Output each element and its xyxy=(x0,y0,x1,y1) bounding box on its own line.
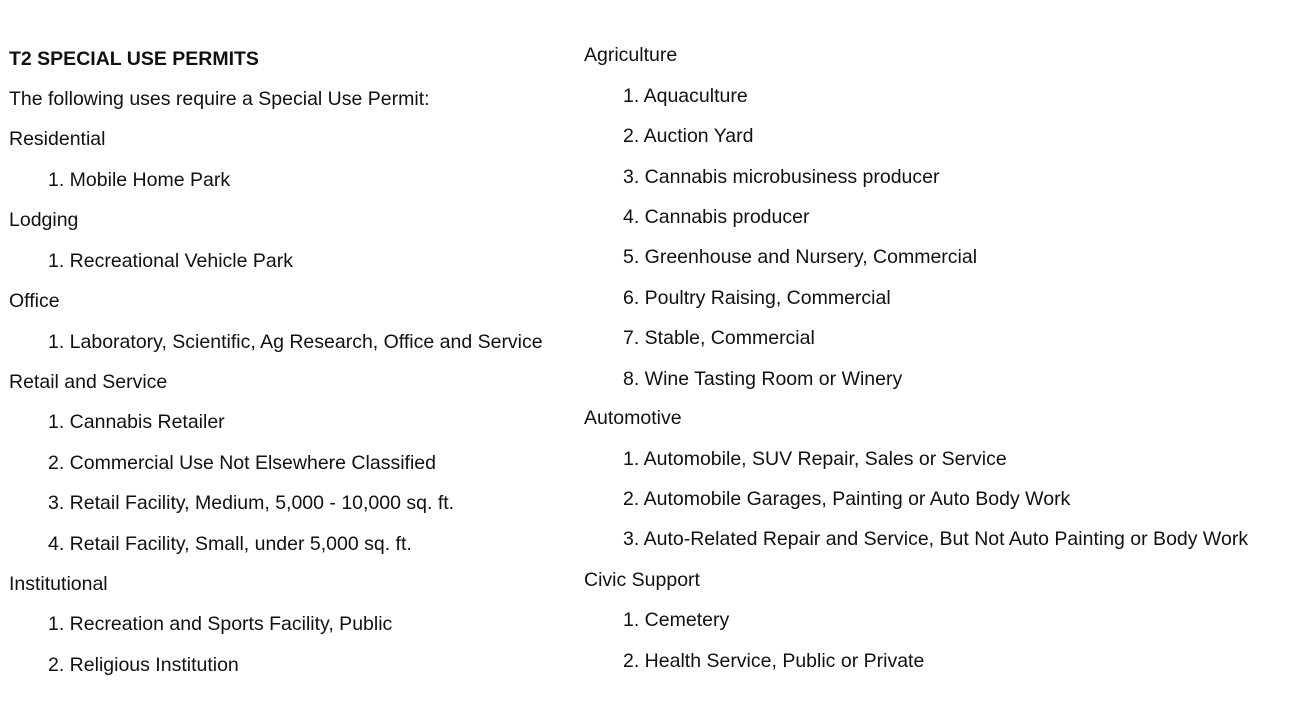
list-item: 1. Recreational Vehicle Park xyxy=(48,250,293,272)
list-item: 4. Cannabis producer xyxy=(623,206,810,228)
list-item: 1. Laboratory, Scientific, Ag Research, Office and Service xyxy=(48,331,543,353)
list-item: 1. Cemetery xyxy=(623,609,730,631)
list-item: 1. Recreation and Sports Facility, Public xyxy=(48,613,393,635)
list-item: 4. Retail Facility, Small, under 5,000 sq. ft. xyxy=(48,533,412,555)
list-item: 2. Religious Institution xyxy=(48,654,239,676)
section-heading-agriculture: Agriculture xyxy=(584,44,678,66)
list-item: 8. Wine Tasting Room or Winery xyxy=(623,368,903,390)
section-heading-residential: Residential xyxy=(9,128,106,150)
section-heading-institutional: Institutional xyxy=(9,573,108,595)
intro-text: The following uses require a Special Use Permit: xyxy=(9,88,430,110)
section-heading-automotive: Automotive xyxy=(584,407,682,429)
section-heading-retail-and-service: Retail and Service xyxy=(9,371,168,393)
section-heading-lodging: Lodging xyxy=(9,209,79,231)
list-item: 2. Health Service, Public or Private xyxy=(623,650,925,672)
list-item: 1. Automobile, SUV Repair, Sales or Service xyxy=(623,448,1007,470)
list-item: 2. Automobile Garages, Painting or Auto Body Work xyxy=(623,488,1071,510)
section-heading-civic-support: Civic Support xyxy=(584,569,700,591)
list-item: 1. Mobile Home Park xyxy=(48,169,231,191)
list-item: 2. Auction Yard xyxy=(623,125,754,147)
list-item: 2. Commercial Use Not Elsewhere Classified xyxy=(48,452,436,474)
list-item: 3. Cannabis microbusiness producer xyxy=(623,166,940,188)
list-item: 1. Aquaculture xyxy=(623,85,748,107)
list-item: 7. Stable, Commercial xyxy=(623,327,815,349)
page-title: T2 SPECIAL USE PERMITS xyxy=(9,48,259,70)
list-item: 3. Auto-Related Repair and Service, But Not Auto Painting or Body Work xyxy=(623,528,1249,550)
section-heading-office: Office xyxy=(9,290,60,312)
list-item: 1. Cannabis Retailer xyxy=(48,411,225,433)
list-item: 3. Retail Facility, Medium, 5,000 - 10,000 sq. ft. xyxy=(48,492,455,514)
list-item: 5. Greenhouse and Nursery, Commercial xyxy=(623,246,978,268)
list-item: 6. Poultry Raising, Commercial xyxy=(623,287,891,309)
